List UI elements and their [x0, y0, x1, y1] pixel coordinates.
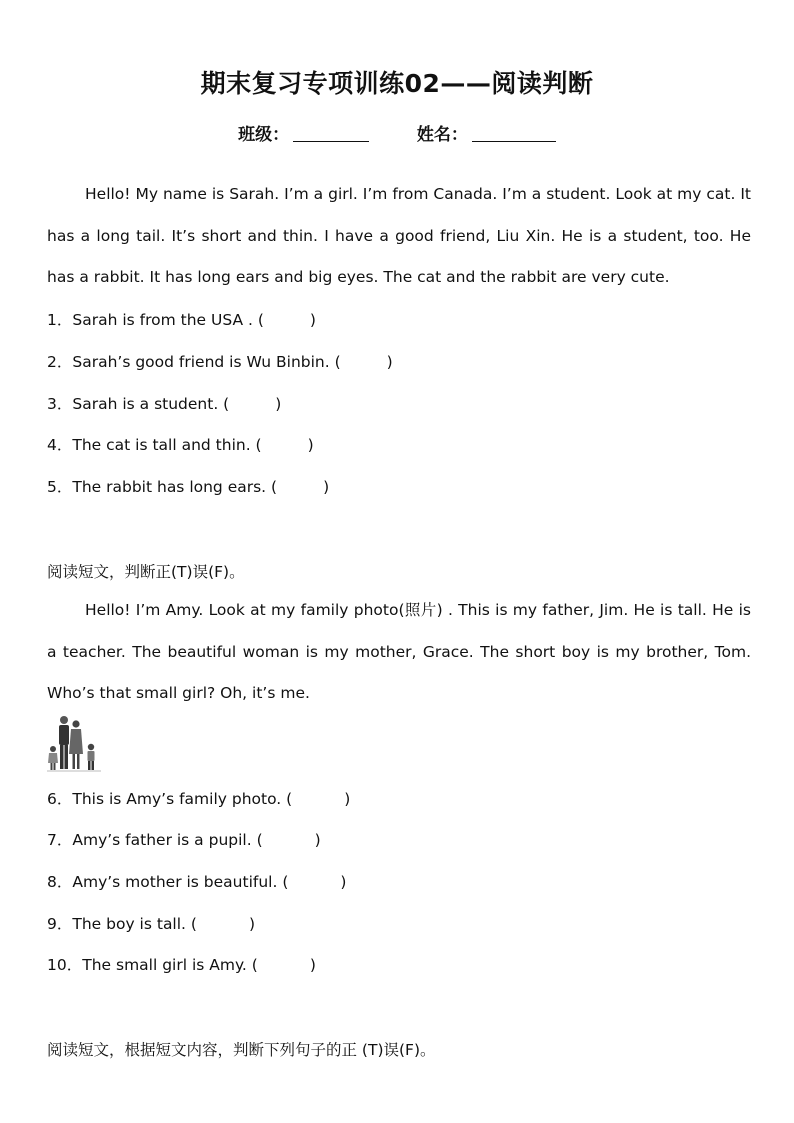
passage-2-text: Hello! I’m Amy. Look at my family photo(照片) . This is my father, Jim. He is tall. He is a teacher. The beautiful woman is my mother, Grace. The short boy is my brother, Tom. Who’s that small girl? Oh, it’s me. — [47, 601, 751, 702]
question-4: 4．The cat is tall and thin. ( ) — [47, 436, 314, 454]
question-7: 7．Amy’s father is a pupil. ( ) — [47, 831, 321, 849]
question-6: 6．This is Amy’s family photo. ( ) — [47, 790, 351, 808]
section-3-instruction: 阅读短文，根据短文内容，判断下列句子的正 (T)误(F)。 — [47, 1041, 436, 1059]
name-blank[interactable] — [472, 125, 556, 142]
question-3: 3．Sarah is a student. ( ) — [47, 395, 282, 413]
name-label: 姓名： — [416, 125, 468, 145]
section-2-instruction: 阅读短文，判断正(T)误(F)。 — [47, 563, 245, 581]
question-1: 1．Sarah is from the USA . ( ) — [47, 311, 316, 329]
question-10: 10．The small girl is Amy. ( ) — [47, 956, 316, 974]
passage-1 — [47, 174, 751, 299]
passage-2 — [47, 590, 751, 715]
question-8: 8．Amy’s mother is beautiful. ( ) — [47, 873, 347, 891]
question-5: 5．The rabbit has long ears. ( ) — [47, 478, 330, 496]
family-photo-icon — [47, 714, 101, 774]
student-info-row — [0, 120, 794, 145]
class-label: 班级： — [238, 125, 290, 145]
question-2: 2．Sarah’s good friend is Wu Binbin. ( ) — [47, 353, 393, 371]
passage-1-text: Hello! My name is Sarah. I’m a girl. I’m from Canada. I’m a student. Look at my cat. It has a long tail. It’s short and thin. I have a good friend, Liu Xin. He is a student, too. He has a rabbit. It has long ears and big eyes. The cat and the rabbit are very cute. — [47, 185, 751, 286]
page-title: 期末复习专项训练02——阅读判断 — [200, 69, 594, 98]
question-9: 9．The boy is tall. ( ) — [47, 915, 256, 933]
class-blank[interactable] — [293, 125, 369, 142]
